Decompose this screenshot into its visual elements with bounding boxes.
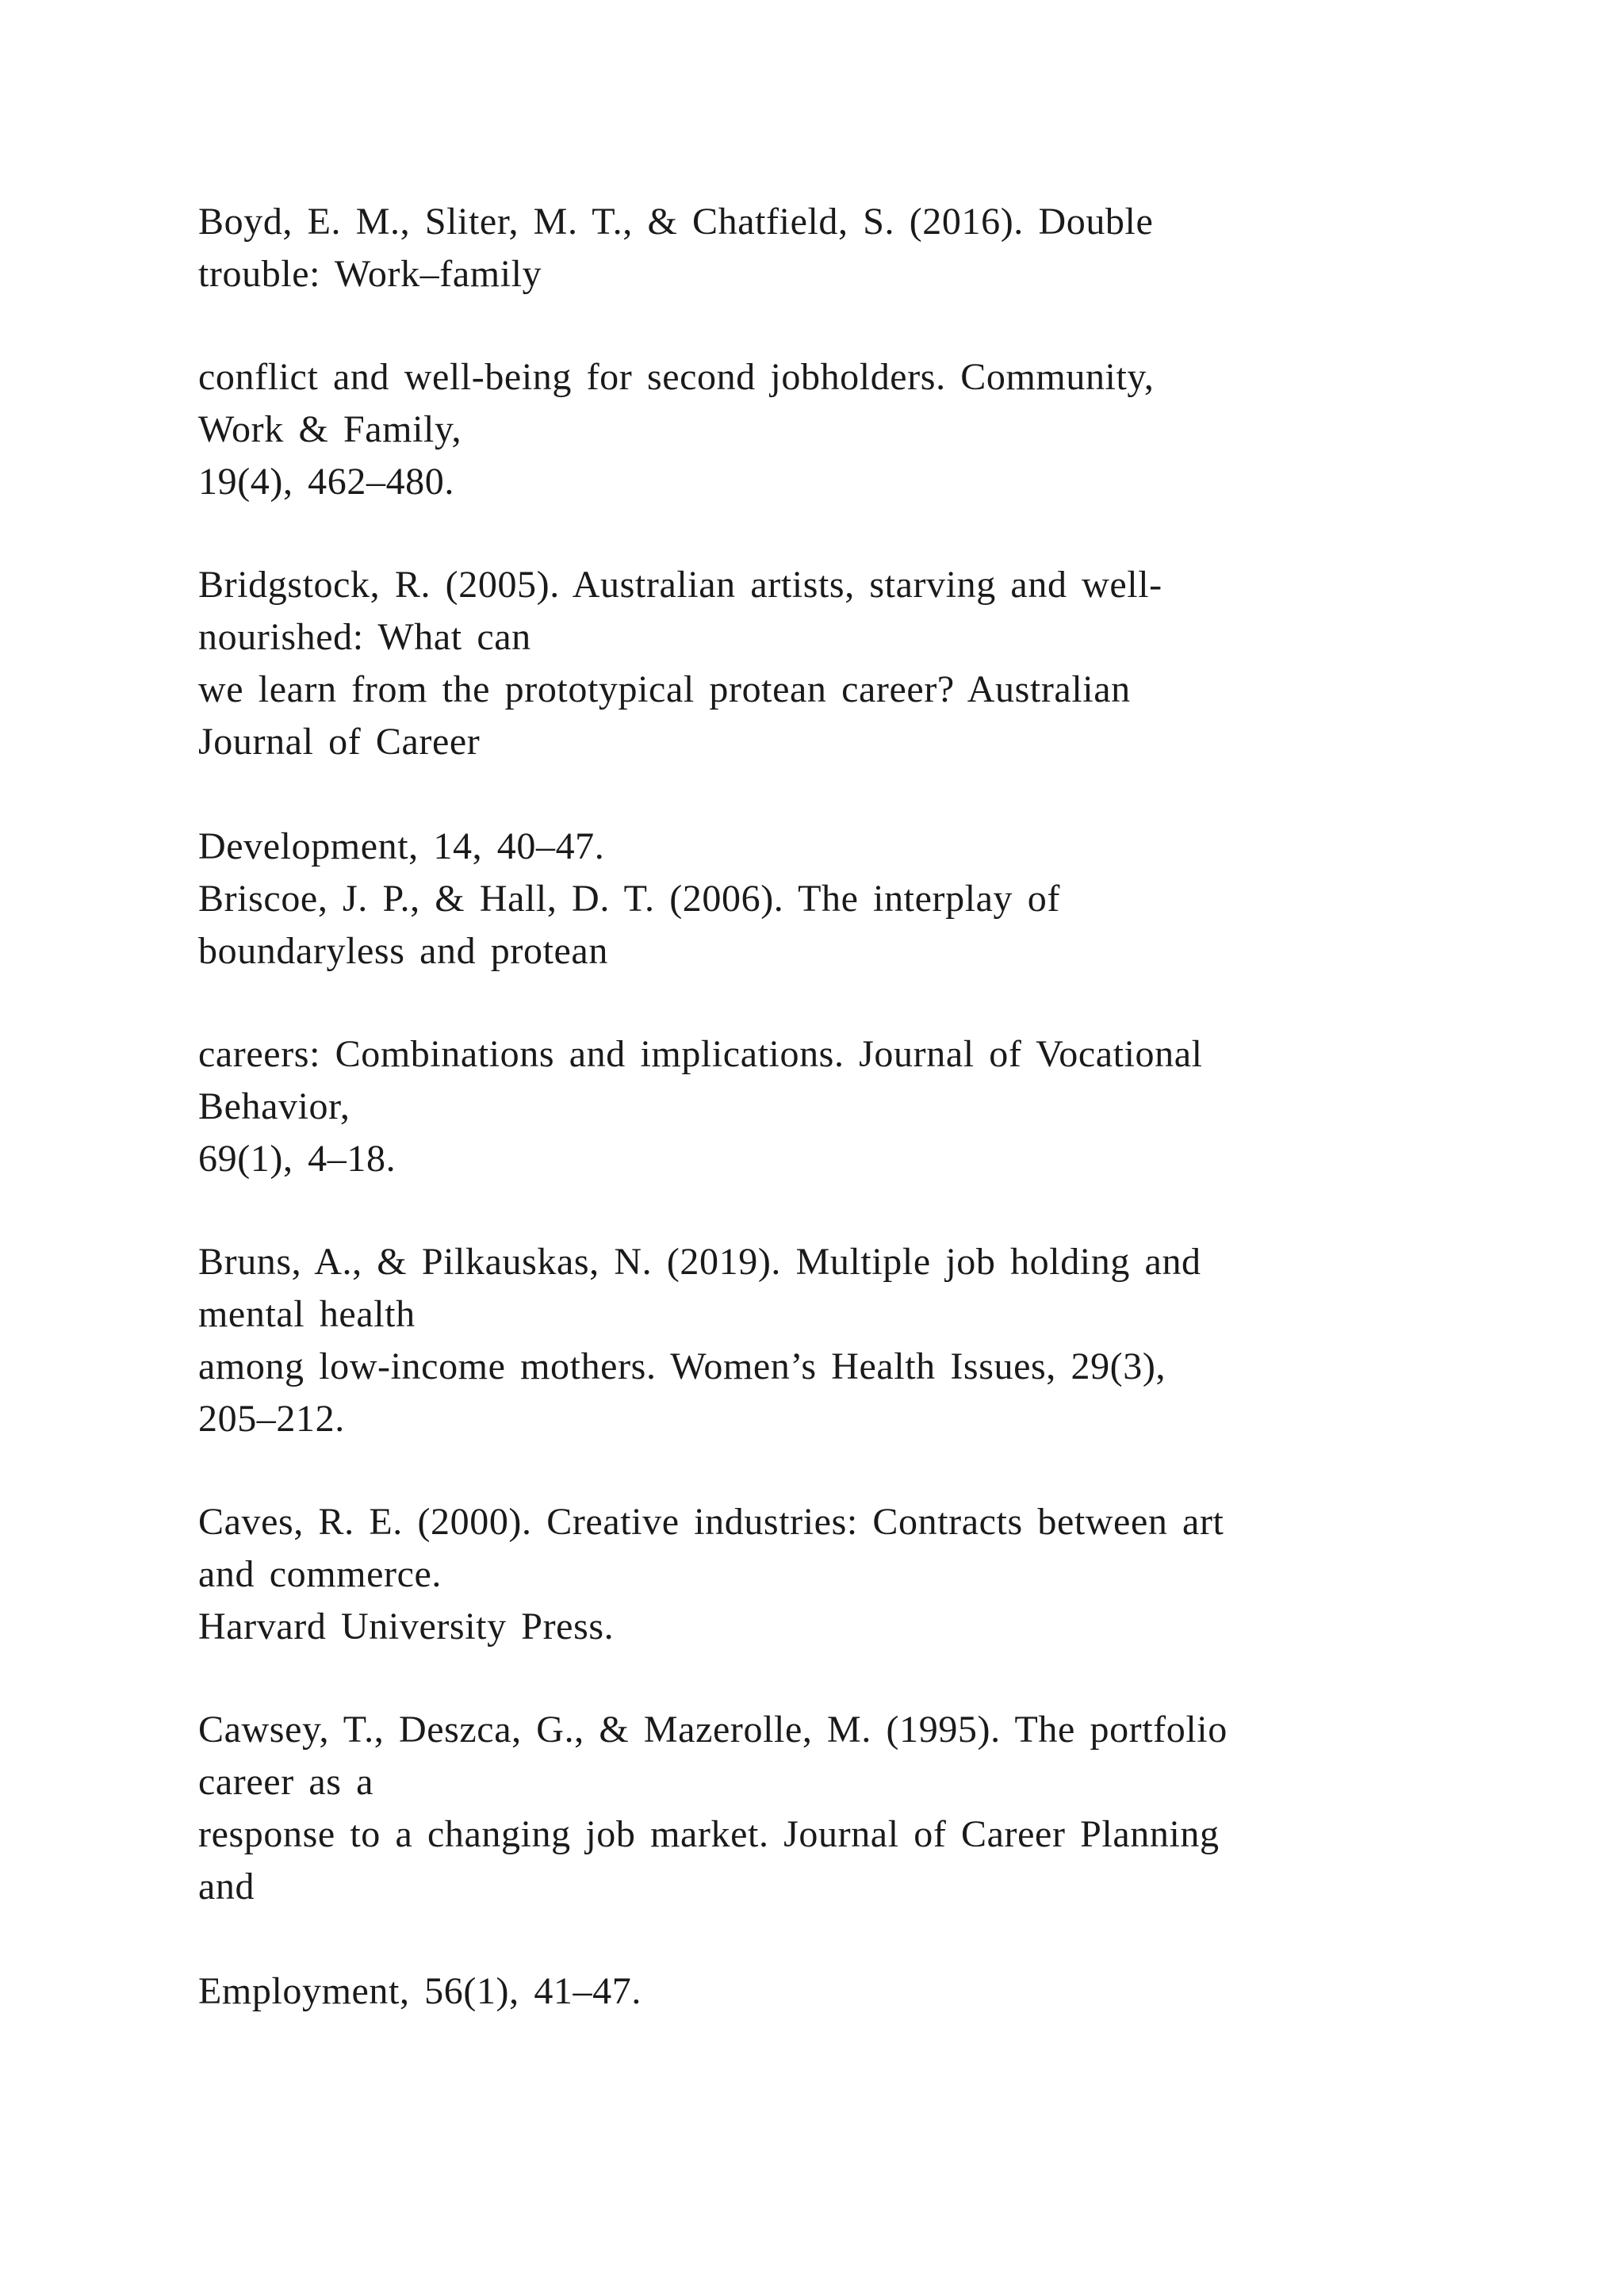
reference-line: Development, 14, 40–47. xyxy=(198,825,605,867)
reference-line: 205–212. xyxy=(198,1398,345,1440)
reference-line: 19(4), 462–480. xyxy=(198,461,454,503)
reference-line: boundaryless and protean xyxy=(198,930,608,972)
reference-line: mental health xyxy=(198,1293,416,1335)
reference-line: Caves, R. E. (2000). Creative industries: Contracts between art xyxy=(198,1501,1224,1543)
reference-line: Work & Family, xyxy=(198,408,462,450)
reference-line: and commerce. xyxy=(198,1553,442,1595)
reference-line: Cawsey, T., Deszca, G., & Mazerolle, M. (1995). The portfolio xyxy=(198,1709,1228,1751)
reference-line: conflict and well-being for second jobholders. Community, xyxy=(198,356,1155,398)
reference-line: 69(1), 4–18. xyxy=(198,1138,396,1180)
reference-line: Briscoe, J. P., & Hall, D. T. (2006). The interplay of xyxy=(198,878,1060,920)
reference-line: Boyd, E. M., Sliter, M. T., & Chatfield, S. (2016). Double xyxy=(198,201,1154,243)
reference-line: we learn from the prototypical protean career? Australian xyxy=(198,668,1131,710)
reference-line: trouble: Work–family xyxy=(198,253,542,295)
reference-line: careers: Combinations and implications. Journal of Vocational xyxy=(198,1033,1203,1075)
reference-line: Employment, 56(1), 41–47. xyxy=(198,1970,642,2012)
reference-line: career as a xyxy=(198,1761,374,1803)
reference-line: and xyxy=(198,1866,255,1908)
reference-line: among low-income mothers. Women’s Health Issues, 29(3), xyxy=(198,1345,1166,1387)
reference-line: Bridgstock, R. (2005). Australian artists, starving and well- xyxy=(198,564,1162,606)
reference-line: Harvard University Press. xyxy=(198,1605,615,1647)
reference-line: response to a changing job market. Journal of Career Planning xyxy=(198,1813,1220,1855)
reference-line: Journal of Career xyxy=(198,721,481,763)
reference-line: Bruns, A., & Pilkauskas, N. (2019). Multiple job holding and xyxy=(198,1241,1201,1283)
reference-line: nourished: What can xyxy=(198,616,531,658)
reference-line: Behavior, xyxy=(198,1085,350,1127)
